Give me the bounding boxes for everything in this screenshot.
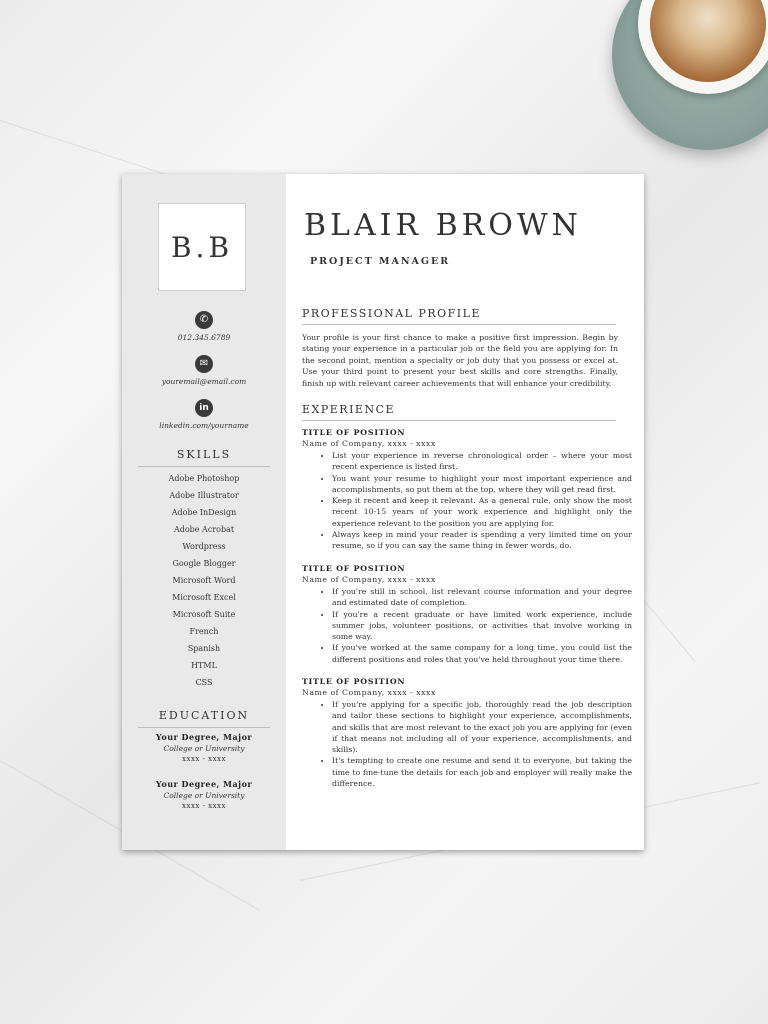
job-bullets [318, 450, 632, 552]
candidate-name: BLAIR BROWN [304, 208, 582, 243]
skill-item: CSS [195, 678, 213, 687]
coffee-cup [612, 0, 768, 150]
job-bullets [318, 699, 632, 789]
job-bullet: • You want your resume to highlight your most important experience and accomplishments, so put them at the top, where they will get read first. [332, 473, 632, 496]
job-bullets [318, 586, 632, 665]
skill-item: French [189, 627, 219, 636]
job-title: TITLE OF POSITION [302, 564, 406, 573]
education-school: College or University [163, 791, 245, 800]
education-years: xxxx - xxxx [182, 802, 226, 810]
job-bullet: • Keep it recent and keep it relevant. As a general rule, only show the most recent 10-15 years of your work experience and highlight only the experience relevant to the position you are applying for. [332, 495, 632, 529]
email-text: youremail@email.com [161, 377, 247, 386]
job-bullet: • If you've worked at the same company for a long time, you could list the different positions and roles that you've held throughout your time there. [332, 642, 632, 665]
skill-item: Microsoft Excel [172, 593, 236, 602]
job-title: TITLE OF POSITION [302, 428, 406, 437]
skill-item: Google Blogger [172, 559, 236, 568]
education-school: College or University [163, 744, 245, 753]
job-company: Name of Company, xxxx - xxxx [302, 439, 436, 448]
education-entry [122, 779, 286, 810]
education-degree: Your Degree, Major [155, 779, 253, 789]
job-bullet: • It's tempting to create one resume and send it to everyone, but taking the time to fine-tune the details for each job and employer will really make the difference. [332, 755, 632, 789]
skill-item: Microsoft Word [172, 576, 236, 585]
skills-heading: SKILLS [138, 448, 270, 467]
job-bullet: • If you're applying for a specific job, thoroughly read the job description and tailor these sections to highlight your experience, accomplishments, and skills that are most relevant to the exact job you are applying for (even if that means not including all of your experience, accomplishments, and skills). [332, 699, 632, 755]
monogram: B.B [158, 203, 246, 291]
job-bullet: • List your experience in reverse chronological order – where your most recent experience is listed first. [332, 450, 632, 473]
job-company: Name of Company, xxxx - xxxx [302, 575, 436, 584]
linkedin-text: linkedin.com/yourname [159, 421, 249, 430]
education-heading: EDUCATION [138, 709, 270, 728]
email-contact [122, 355, 286, 386]
skill-item: Adobe Illustrator [169, 491, 239, 500]
job-company: Name of Company, xxxx - xxxx [302, 688, 436, 697]
latte-art [650, 0, 766, 82]
job-bullet: • If you're still in school, list relevant course information and your degree and estimated date of completion. [332, 586, 632, 609]
phone-icon: ✆ [195, 311, 213, 329]
resume-page [122, 174, 644, 850]
profile-heading: PROFESSIONAL PROFILE [302, 307, 616, 325]
job-bullet: • Always keep in mind your reader is spending a very limited time on your resume, so if you can say the same thing in fewer words, do. [332, 529, 632, 552]
skill-item: Adobe InDesign [171, 508, 237, 517]
phone-contact [122, 311, 286, 342]
candidate-title: PROJECT MANAGER [310, 256, 451, 267]
skill-item: HTML [191, 661, 217, 670]
linkedin-icon: in [195, 399, 213, 417]
resume-sidebar [122, 174, 286, 850]
phone-text: 012.345.6789 [177, 333, 231, 342]
job-title: TITLE OF POSITION [302, 677, 406, 686]
education-degree: Your Degree, Major [155, 732, 253, 742]
education-entry [122, 732, 286, 763]
skill-item: Spanish [187, 644, 221, 653]
skill-item: Adobe Photoshop [168, 474, 240, 483]
skill-item: Wordpress [182, 542, 226, 551]
linkedin-contact [122, 399, 286, 430]
experience-heading: EXPERIENCE [302, 403, 616, 421]
skill-item: Microsoft Suite [172, 610, 236, 619]
skill-item: Adobe Acrobat [173, 525, 235, 534]
profile-text: Your profile is your first chance to make a positive first impression. Begin by stating your experience in a particular job or the field you are applying for. In the second point, mention a specialty or job duty that you possess or excel at. Use your third point to present your best skills and core strengths. Finally, finish up with relevant career achievements that will enhance your credibility. [302, 333, 618, 388]
job-bullet: • If you're a recent graduate or have limited work experience, include summer jobs, volunteer positions, or activities that involve working in some way. [332, 609, 632, 643]
email-icon: ✉ [195, 355, 213, 373]
education-years: xxxx - xxxx [182, 755, 226, 763]
